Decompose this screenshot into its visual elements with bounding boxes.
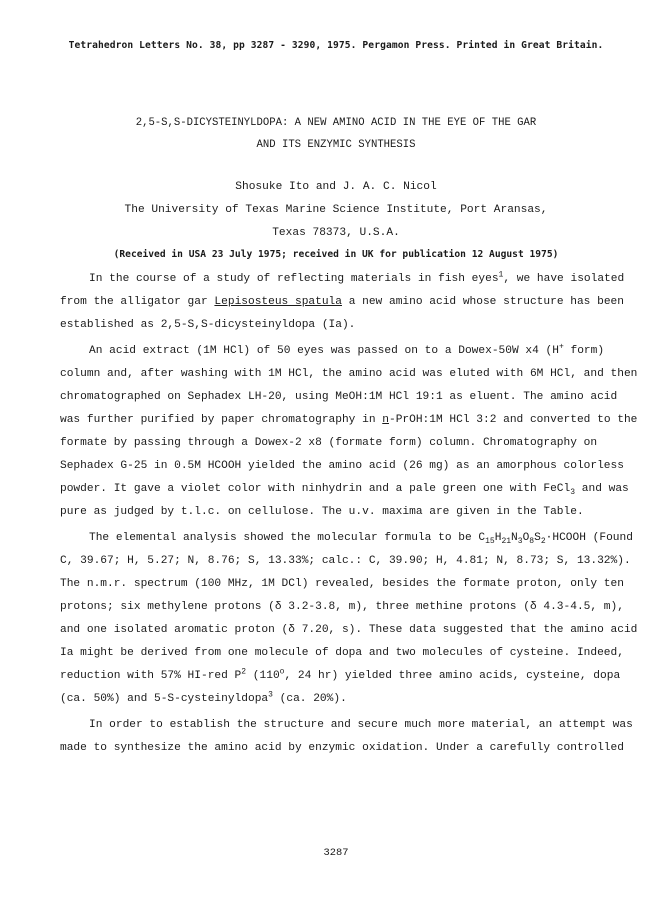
paragraph-3-line-5: and one isolated aromatic proton (δ 7.20, s). These data suggested that the amino acid	[60, 624, 638, 636]
paragraph-3-line-6: Ia might be derived from one molecule of dopa and two molecules of cysteine. Indeed,	[60, 647, 624, 659]
paragraph-2-line-2: column and, after washing with 1M HCl, the amino acid was eluted with 6M HCl, and then	[60, 368, 638, 380]
article-title-line-2: AND ITS ENZYMIC SYNTHESIS	[256, 139, 416, 151]
affiliation-line-1: The University of Texas Marine Science Institute, Port Aransas,	[124, 204, 548, 216]
paragraph-3-line-1: The elemental analysis showed the molecular formula to be $C_{15}H_{21}N_3O_8S_2\cdot HCOOH$ (Found	[89, 532, 633, 547]
paragraph-2-line-5: formate by passing through a Dowex-2 x8 (formate form) column. Chromatography on	[60, 437, 598, 449]
paragraph-3-line-4: protons; six methylene protons (δ 3.2-3.8, m), three methine protons (δ 4.3-4.5, m),	[60, 601, 624, 613]
page-number: 3287	[323, 847, 349, 859]
authors: Shosuke Ito and J. A. C. Nicol	[235, 181, 437, 193]
paragraph-4-line-2: made to synthesize the amino acid by enzymic oxidation. Under a carefully controlled	[60, 742, 624, 754]
species-name: Lepisosteus spatula	[214, 296, 342, 308]
paragraph-1-line-2: from the alligator gar Lepisosteus spatula a new amino acid whose structure has been	[60, 296, 624, 308]
paragraph-2-line-1: An acid extract (1M HCl) of 50 eyes was passed on to a Dowex-50W x4 (H+ form)	[89, 342, 605, 357]
paragraph-2-line-3: chromatographed on Sephadex LH-20, using MeOH:1M HCl 19:1 as eluent. The amino acid	[60, 391, 618, 403]
paragraph-1-line-1: In the course of a study of reflecting materials in fish eyes$^1$, we have isolated	[89, 270, 625, 285]
paragraph-3-line-7: reduction with 57% HI-red $P^2$ (110$^o$, 24 hr) yielded three amino acids, cysteine, dopa	[60, 667, 621, 682]
affiliation-line-2: Texas 78373, U.S.A.	[272, 227, 400, 239]
paragraph-2-line-4: was further purified by paper chromatography in n-PrOH:1M HCl 3:2 and converted to the	[60, 414, 638, 426]
paragraph-2-line-6: Sephadex G-25 in 0.5M HCOOH yielded the amino acid (26 mg) as an amorphous colorless	[60, 460, 624, 472]
paragraph-2-line-8: pure as judged by t.l.c. on cellulose. The u.v. maxima are given in the Table.	[60, 506, 584, 518]
paragraph-3-line-8: (ca. 50%) and 5-S-cysteinyldopa$^3$ (ca. 20%).	[60, 690, 347, 705]
journal-header: Tetrahedron Letters No. 38, pp 3287 - 3290, 1975. Pergamon Press. Printed in Great Britain.	[68, 40, 604, 51]
paragraph-4-line-1: In order to establish the structure and secure much more material, an attempt was	[89, 719, 633, 731]
received-dates: (Received in USA 23 July 1975; received in UK for publication 12 August 1975)	[113, 249, 559, 260]
paragraph-2-line-7: powder. It gave a violet color with ninhydrin and a pale green one with FeCl$_3$ and was	[60, 483, 629, 498]
article-title-line-1: 2,5-S,S-DICYSTEINYLDOPA: A NEW AMINO ACID IN THE EYE OF THE GAR	[135, 117, 537, 129]
paragraph-3-line-2: C, 39.67; H, 5.27; N, 8.76; S, 13.33%; calc.: C, 39.90; H, 4.81; N, 8.73; S, 13.32%).	[60, 555, 631, 567]
paragraph-3-line-3: The n.m.r. spectrum (100 MHz, 1M DCl) revealed, besides the formate proton, only ten	[60, 578, 624, 590]
paragraph-1-line-3: established as 2,5-S,S-dicysteinyldopa (Ia).	[60, 319, 356, 331]
footnote-ref-1: 1	[498, 270, 504, 280]
